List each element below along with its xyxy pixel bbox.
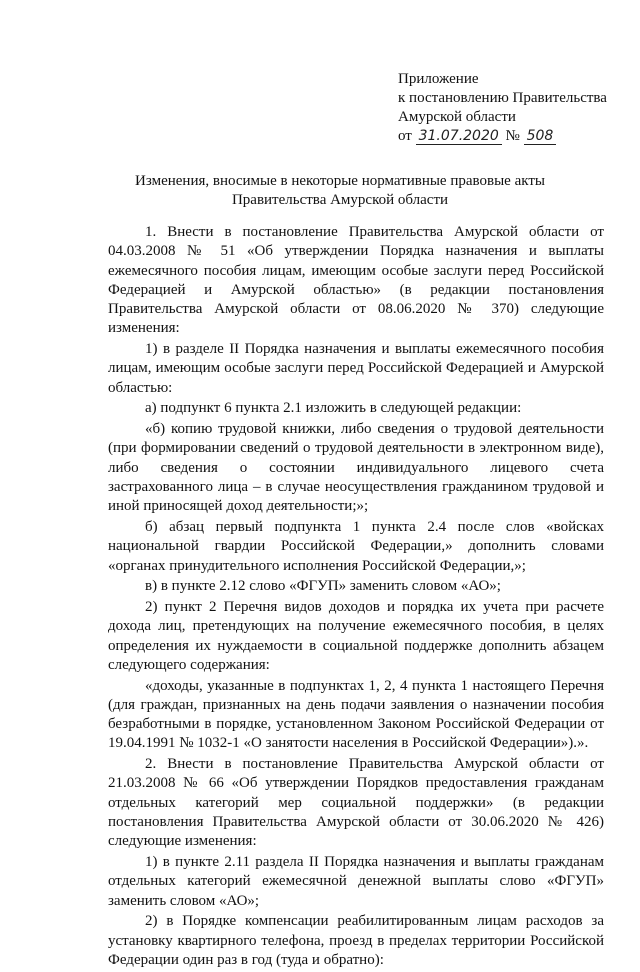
paragraph-8: «доходы, указанные в подпунктах 1, 2, 4 пункта 1 настоящего Перечня (для граждан, признанных на день подачи заявления о назначении пособия безработными в порядке, установленном Законом Российской Федерации от 19.04.1991 № 1032-1 «О занятости населения в Российской Федерации»).». xyxy=(108,677,604,752)
appendix-reference: к постановлению Правительства xyxy=(398,90,607,106)
date-prefix: от xyxy=(398,128,412,144)
heading-line-1: Изменения, вносимые в некоторые нормативные правовые акты xyxy=(135,173,545,189)
paragraph-7: 2) пункт 2 Перечня видов доходов и порядка их учета при расчете дохода лиц, претендующих на получение ежемесячного пособия, в целях определения их нуждаемости в социальной поддержке дополнить абзацем следующего содержания: xyxy=(108,598,604,673)
paragraph-9: 2. Внести в постановление Правительства Амурской области от 21.03.2008 № 66 «Об утверждении Порядков предоставления гражданам отдельных категорий мер социальной поддержки» (в редакции постановления Правительства Амурской области от 30.06.2020 № 426) следующие изменения: xyxy=(108,756,604,850)
document-body xyxy=(108,223,604,972)
paragraph-1: 1. Внести в постановление Правительства Амурской области от 04.03.2008 № 51 «Об утверждении Порядка назначения и выплаты ежемесячного пособия лицам, имеющим особые заслуги перед Российской Федерацией и Амурской областью» (в редакции постановления Правительства Амурской области от 08.06.2020 № 370) следующие изменения: xyxy=(108,224,604,337)
paragraph-6: в) в пункте 2.12 слово «ФГУП» заменить словом «АО»; xyxy=(145,578,501,595)
appendix-region: Амурской области xyxy=(398,109,516,125)
paragraph-11: 2) в Порядке компенсации реабилитированным лицам расходов за установку квартирного телефона, проезд в пределах территории Российской Федерации один раз в год (туда и обратно): xyxy=(108,913,604,968)
appendix-date-line xyxy=(398,127,607,146)
handwritten-number: 508 xyxy=(524,129,557,145)
handwritten-date: 31.07.2020 xyxy=(416,129,502,145)
paragraph-3: а) подпункт 6 пункта 2.1 изложить в следующей редакции: xyxy=(145,400,522,417)
heading-line-2: Правительства Амурской области xyxy=(231,192,449,208)
document-heading xyxy=(60,172,620,210)
paragraph-10: 1) в пункте 2.11 раздела II Порядка назначения и выплаты гражданам отдельных категорий ежемесячной денежной выплаты слово «ФГУП» заменить словом «АО»; xyxy=(108,854,604,909)
paragraph-5: б) абзац первый подпункта 1 пункта 2.4 после слов «войсках национальной гвардии Российской Федерации,» дополнить словами «органах принудительного исполнения Российской Федерации,»; xyxy=(108,519,604,574)
number-prefix: № xyxy=(505,128,520,144)
appendix-block xyxy=(398,70,607,146)
appendix-title: Приложение xyxy=(398,71,479,87)
paragraph-2: 1) в разделе II Порядка назначения и выплаты ежемесячного пособия лицам, имеющим особые заслуги перед Российской Федерацией и Амурской областью: xyxy=(108,341,604,396)
paragraph-4: «б) копию трудовой книжки, либо сведения о трудовой деятельности (при формировании сведений о трудовой деятельности в электронном виде), либо сведения о состоянии индивидуального лицевого счета застрахованного лица – в случае неосуществления гражданином трудовой и иной приносящей доход деятельности;»; xyxy=(108,421,604,515)
